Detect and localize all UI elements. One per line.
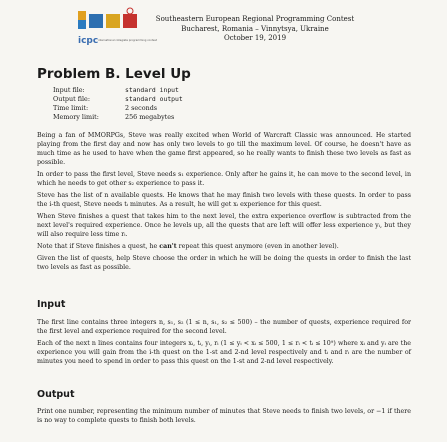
note-text: Note that if Steve finishes a quest, he bbox=[37, 243, 160, 250]
output-paragraph: Print one number, representing the minimum number of minutes that Steve needs to finish two levels, or −1 if there is no way to complete quests to finish both levels. bbox=[37, 408, 411, 424]
limits-table bbox=[53, 86, 183, 122]
limit-key: Output file: bbox=[53, 95, 90, 103]
icpc-logo bbox=[76, 8, 157, 52]
output-section bbox=[37, 407, 411, 428]
contest-name: Southeastern European Regional Programming Contest bbox=[155, 15, 355, 23]
limit-key: Input file: bbox=[53, 86, 85, 94]
contest-info bbox=[150, 15, 360, 44]
limit-key: Time limit: bbox=[53, 104, 89, 112]
limit-value: standard input bbox=[125, 86, 179, 94]
statement-paragraph: Steve has the list of n available quests. He knows that he may finish two levels with these quests. In order to pass the i-th quest, Steve needs tᵢ minutes. As a result, he will get xᵢ experience for this quest. bbox=[37, 192, 411, 208]
output-heading: Output bbox=[37, 389, 75, 400]
contest-location: Bucharest, Romania – Vinnytsya, Ukraine bbox=[181, 24, 329, 33]
limit-key: Memory limit: bbox=[53, 113, 99, 121]
statement-paragraph: In order to pass the first level, Steve needs s₁ experience. Only after he gains it, he can move to the second level, in which he needs to get other s₂ experience to pass it. bbox=[37, 171, 411, 187]
statement-paragraph: Being a fan of MMORPGs, Steve was really excited when World of Warcraft Classic was announced. He started playing from the first day and now has only two levels to go till the maximum level. Of course, he doesn't have as much time as he used to have when the game first appeared, so he really wants to finish these two levels as fast as possible. bbox=[37, 132, 411, 166]
limit-row bbox=[53, 86, 183, 95]
input-paragraph: Each of the next n lines contains four integers xᵢ, tᵢ, yᵢ, rᵢ (1 ≤ yᵢ < xᵢ ≤ 500, 1 ≤ rᵢ < tᵢ ≤ 10⁹) where xᵢ and yᵢ are the experience you will gain from the i-th quest on the 1-st and 2-nd level respectively and tᵢ and rᵢ are the number of minutes you need to spend in order to pass this quest on the 1-st and 2-nd level respectively. bbox=[37, 340, 411, 365]
statement-note bbox=[37, 242, 411, 251]
contest-header bbox=[0, 6, 447, 56]
limit-row bbox=[53, 95, 183, 104]
input-heading: Input bbox=[37, 299, 66, 310]
note-text: repeat this quest anymore (even in another level). bbox=[176, 243, 339, 250]
limit-value: standard output bbox=[125, 95, 183, 103]
statement bbox=[37, 131, 411, 275]
limit-row bbox=[53, 113, 183, 122]
input-paragraph: The first line contains three integers n, s₁, s₂ (1 ≤ n, s₁, s₂ ≤ 500) – the number of quests, experience required for the first level and experience required for the second level. bbox=[37, 319, 411, 335]
statement-paragraph: When Steve finishes a quest that takes him to the next level, the extra experience overflow is subtracted from the next level's required experience. Once he levels up, all the quests that are left will offer less experience yᵢ, but they will also require less time rᵢ. bbox=[37, 213, 411, 238]
statement-paragraph: Given the list of quests, help Steve choose the order in which he will be doing the quests in order to finish the last two levels as fast as possible. bbox=[37, 255, 411, 271]
problem-title: Problem B. Level Up bbox=[37, 66, 191, 82]
input-section bbox=[37, 318, 411, 369]
svg-text:icpc: icpc bbox=[78, 36, 99, 46]
limit-value: 256 megabytes bbox=[125, 113, 175, 121]
svg-text:international collegiate progr: international collegiate programming contest bbox=[98, 39, 157, 42]
limit-row bbox=[53, 104, 183, 113]
note-emphasis: can't bbox=[159, 243, 177, 250]
limit-value: 2 seconds bbox=[125, 104, 158, 112]
contest-date: October 19, 2019 bbox=[223, 34, 287, 43]
